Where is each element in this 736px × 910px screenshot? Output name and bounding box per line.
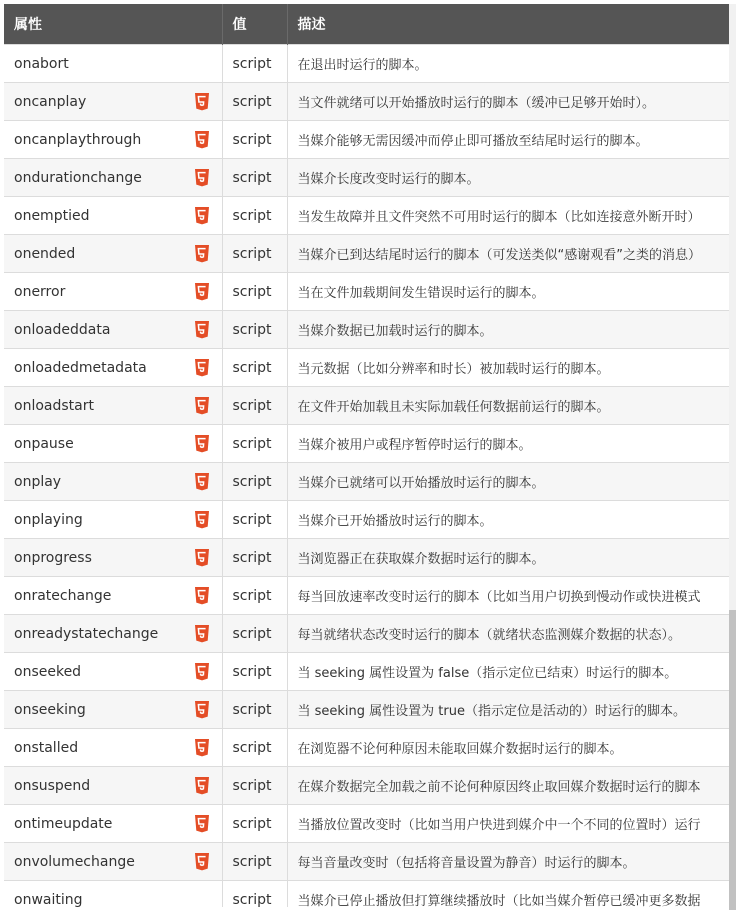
value-cell: script: [222, 501, 287, 539]
table-row: [4, 843, 736, 881]
value-cell: script: [222, 425, 287, 463]
html5-icon: [194, 663, 210, 681]
attribute-name: onprogress: [14, 549, 92, 566]
attribute-name: onratechange: [14, 587, 112, 604]
description-cell: 当媒介数据已加载时运行的脚本。: [287, 311, 736, 349]
value-cell: script: [222, 843, 287, 881]
value-cell: script: [222, 653, 287, 691]
media-events-table: [4, 4, 736, 907]
vertical-scrollbar[interactable]: [729, 4, 736, 907]
html5-icon: [194, 207, 210, 225]
attribute-cell: [4, 349, 222, 387]
html5-icon: [194, 777, 210, 795]
table-row: [4, 83, 736, 121]
description-cell: 当 seeking 属性设置为 false（指示定位已结束）时运行的脚本。: [287, 653, 736, 691]
attribute-cell: [4, 235, 222, 273]
table-row: [4, 691, 736, 729]
description-cell: 当媒介长度改变时运行的脚本。: [287, 159, 736, 197]
attribute-name: onemptied: [14, 207, 90, 224]
table-row: [4, 273, 736, 311]
table-row: [4, 197, 736, 235]
table-row: [4, 463, 736, 501]
table-row: [4, 387, 736, 425]
value-cell: script: [222, 615, 287, 653]
value-cell: script: [222, 729, 287, 767]
attribute-cell: [4, 159, 222, 197]
table-row: [4, 425, 736, 463]
html5-icon: [194, 93, 210, 111]
description-cell: 当 seeking 属性设置为 true（指示定位是活动的）时运行的脚本。: [287, 691, 736, 729]
attribute-cell: [4, 387, 222, 425]
description-cell: 每当就绪状态改变时运行的脚本（就绪状态监测媒介数据的状态）。: [287, 615, 736, 653]
html5-icon: [194, 169, 210, 187]
attribute-cell: [4, 767, 222, 805]
description-cell: 当媒介已到达结尾时运行的脚本（可发送类似“感谢观看”之类的消息）: [287, 235, 736, 273]
html5-icon: [194, 853, 210, 871]
attribute-cell: [4, 653, 222, 691]
scrollbar-thumb[interactable]: [729, 610, 736, 910]
html5-icon: [194, 701, 210, 719]
attribute-cell: [4, 273, 222, 311]
value-cell: script: [222, 311, 287, 349]
table-row: [4, 235, 736, 273]
description-cell: 在退出时运行的脚本。: [287, 45, 736, 83]
attribute-name: ontimeupdate: [14, 815, 113, 832]
table-header: [4, 4, 736, 45]
table-body: [4, 45, 736, 908]
attribute-name: oncanplay: [14, 93, 87, 110]
value-cell: script: [222, 463, 287, 501]
attribute-name: onloadeddata: [14, 321, 111, 338]
html5-icon: [194, 549, 210, 567]
table-row: [4, 349, 736, 387]
html5-icon: [194, 815, 210, 833]
table-row: [4, 805, 736, 843]
table-row: [4, 121, 736, 159]
attribute-cell: [4, 463, 222, 501]
attribute-cell: [4, 197, 222, 235]
description-cell: 当元数据（比如分辨率和时长）被加载时运行的脚本。: [287, 349, 736, 387]
attribute-cell: [4, 615, 222, 653]
value-cell: script: [222, 805, 287, 843]
html5-icon: [194, 397, 210, 415]
attribute-cell: [4, 121, 222, 159]
value-cell: script: [222, 273, 287, 311]
value-cell: script: [222, 577, 287, 615]
value-cell: script: [222, 539, 287, 577]
attribute-name: onseeking: [14, 701, 86, 718]
attribute-name: onseeked: [14, 663, 82, 680]
attribute-cell: [4, 805, 222, 843]
table-row: [4, 767, 736, 805]
table-row: [4, 653, 736, 691]
attribute-name: onplay: [14, 473, 62, 490]
html5-icon: [194, 321, 210, 339]
value-cell: script: [222, 197, 287, 235]
table-row: [4, 577, 736, 615]
html5-icon: [194, 131, 210, 149]
attribute-cell: [4, 83, 222, 121]
value-cell: script: [222, 83, 287, 121]
attribute-name: onwaiting: [14, 891, 83, 907]
header-row: [4, 4, 736, 45]
table-row: [4, 159, 736, 197]
attribute-cell: [4, 843, 222, 881]
value-cell: script: [222, 235, 287, 273]
header-description: 描述: [287, 4, 736, 45]
html5-icon: [194, 473, 210, 491]
attribute-cell: [4, 691, 222, 729]
attribute-cell: [4, 311, 222, 349]
html5-icon: [194, 625, 210, 643]
html5-icon: [194, 435, 210, 453]
attribute-cell: [4, 539, 222, 577]
value-cell: script: [222, 121, 287, 159]
table-row: [4, 881, 736, 908]
attribute-name: onerror: [14, 283, 66, 300]
attribute-name: onreadystatechange: [14, 625, 159, 642]
html5-icon: [194, 245, 210, 263]
value-cell: script: [222, 349, 287, 387]
description-cell: 当在文件加载期间发生错误时运行的脚本。: [287, 273, 736, 311]
attribute-name: oncanplaythrough: [14, 131, 142, 148]
description-cell: 当媒介已就绪可以开始播放时运行的脚本。: [287, 463, 736, 501]
html5-icon: [194, 587, 210, 605]
description-cell: 当媒介被用户或程序暂停时运行的脚本。: [287, 425, 736, 463]
attribute-cell: [4, 45, 222, 83]
attribute-name: onstalled: [14, 739, 79, 756]
description-cell: 每当回放速率改变时运行的脚本（比如当用户切换到慢动作或快进模式: [287, 577, 736, 615]
attribute-name: onsuspend: [14, 777, 91, 794]
header-attribute: 属性: [4, 4, 222, 45]
value-cell: script: [222, 691, 287, 729]
attribute-cell: [4, 729, 222, 767]
attribute-name: onabort: [14, 55, 69, 72]
attribute-name: onloadedmetadata: [14, 359, 147, 376]
value-cell: script: [222, 387, 287, 425]
attribute-cell: [4, 881, 222, 908]
description-cell: 在媒介数据完全加载之前不论何种原因终止取回媒介数据时运行的脚本: [287, 767, 736, 805]
attribute-cell: [4, 577, 222, 615]
attribute-name: onplaying: [14, 511, 83, 528]
description-cell: 每当音量改变时（包括将音量设置为静音）时运行的脚本。: [287, 843, 736, 881]
html5-icon: [194, 511, 210, 529]
value-cell: script: [222, 45, 287, 83]
description-cell: 当媒介能够无需因缓冲而停止即可播放至结尾时运行的脚本。: [287, 121, 736, 159]
description-cell: 当文件就绪可以开始播放时运行的脚本（缓冲已足够开始时）。: [287, 83, 736, 121]
attribute-name: onvolumechange: [14, 853, 135, 870]
html5-icon: [194, 739, 210, 757]
events-table-container: [4, 4, 736, 907]
description-cell: 当媒介已开始播放时运行的脚本。: [287, 501, 736, 539]
attribute-cell: [4, 501, 222, 539]
description-cell: 当浏览器正在获取媒介数据时运行的脚本。: [287, 539, 736, 577]
description-cell: 当发生故障并且文件突然不可用时运行的脚本（比如连接意外断开时）: [287, 197, 736, 235]
description-cell: 当播放位置改变时（比如当用户快进到媒介中一个不同的位置时）运行: [287, 805, 736, 843]
header-value: 值: [222, 4, 287, 45]
description-cell: 在浏览器不论何种原因未能取回媒介数据时运行的脚本。: [287, 729, 736, 767]
attribute-cell: [4, 425, 222, 463]
table-row: [4, 729, 736, 767]
attribute-name: onpause: [14, 435, 74, 452]
attribute-name: onended: [14, 245, 76, 262]
table-row: [4, 501, 736, 539]
value-cell: script: [222, 881, 287, 908]
table-row: [4, 615, 736, 653]
table-row: [4, 45, 736, 83]
table-row: [4, 311, 736, 349]
html5-icon: [194, 283, 210, 301]
value-cell: script: [222, 159, 287, 197]
description-cell: 当媒介已停止播放但打算继续播放时（比如当媒介暂停已缓冲更多数据: [287, 881, 736, 908]
value-cell: script: [222, 767, 287, 805]
attribute-name: ondurationchange: [14, 169, 142, 186]
description-cell: 在文件开始加载且未实际加载任何数据前运行的脚本。: [287, 387, 736, 425]
table-row: [4, 539, 736, 577]
attribute-name: onloadstart: [14, 397, 94, 414]
html5-icon: [194, 359, 210, 377]
